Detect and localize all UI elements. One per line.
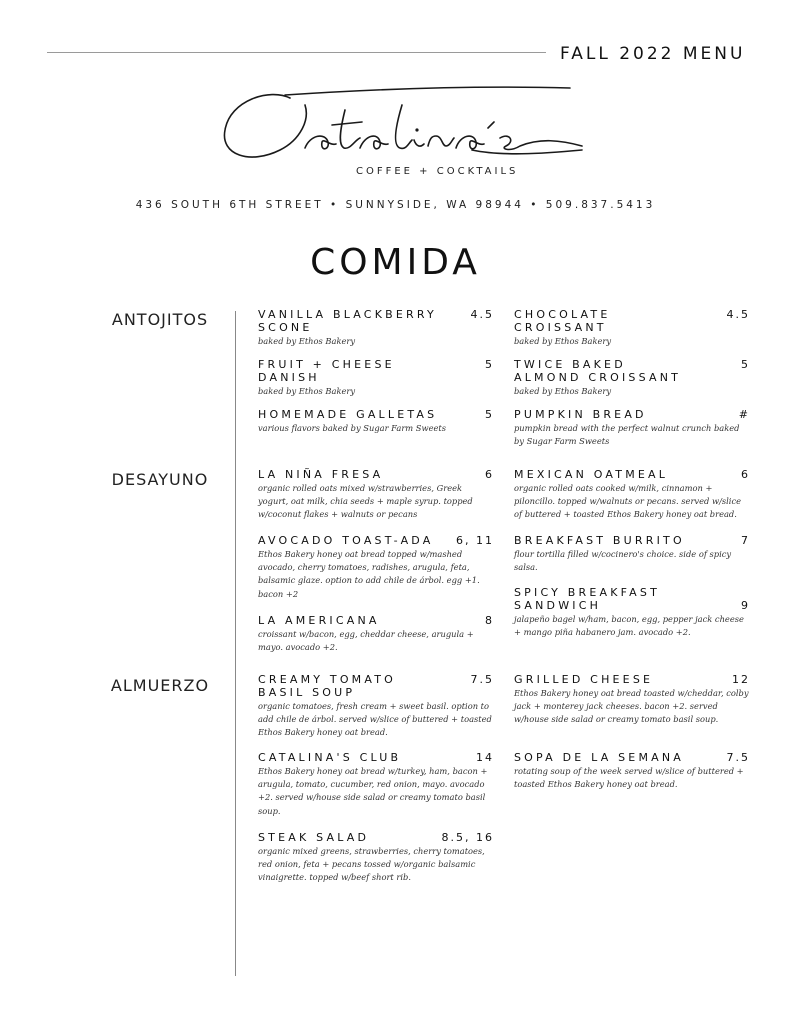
item-description: pumpkin bread with the perfect walnut crunch baked by Sugar Farm Sweets: [514, 423, 740, 447]
item-price: 6: [485, 468, 494, 481]
item-price: 8.5, 16: [441, 831, 494, 844]
menu-item: [514, 751, 750, 791]
item-name: HOMEMADE GALLETAS: [258, 408, 438, 421]
item-name: MEXICAN OATMEAL: [514, 468, 669, 481]
item-price: 6, 11: [456, 534, 494, 547]
item-description: Ethos Bakery honey oat bread toasted w/cheddar, colby jack + monterey jack cheeses. bacon +2. served w/house side salad or creamy tomato basil soup.: [514, 688, 749, 725]
address-line: 436 SOUTH 6TH STREET • SUNNYSIDE, WA 98944 • 509.837.5413: [135, 199, 656, 211]
item-description: baked by Ethos Bakery: [258, 386, 356, 396]
item-name: GRILLED CHEESE: [514, 673, 654, 686]
item-price: 6: [741, 468, 750, 481]
item-name: LA NIÑA FRESA: [258, 468, 384, 481]
catalinas-logo: [210, 80, 590, 180]
menu-item: [514, 308, 750, 348]
menu-item: [258, 308, 494, 348]
item-price: #: [738, 408, 750, 421]
item-price: 5: [741, 358, 750, 371]
item-name: STEAK SALAD: [258, 831, 370, 844]
menu-item: [258, 831, 494, 885]
item-description: Ethos Bakery honey oat bread w/turkey, ham, bacon + arugula, tomato, cucumber, red onion, mayo. avocado +2. served w/house side salad or creamy tomato basil soup.: [258, 766, 488, 816]
item-name: AVOCADO TOAST-ADA: [258, 534, 434, 547]
item-description: Ethos Bakery honey oat bread topped w/mashed avocado, cherry tomatoes, radishes, arugula, feta, balsamic glaze. option to add chile de árbol. egg +1. bacon +2: [258, 549, 480, 599]
item-description: rotating soup of the week served w/slice of buttered + toasted Ethos Bakery honey oat bread.: [514, 766, 744, 790]
item-name: SOPA DE LA SEMANA: [514, 751, 685, 764]
menu-item: [514, 534, 750, 574]
menu-item: [258, 408, 494, 435]
menu-item: [258, 468, 494, 522]
item-name: CHOCOLATE CROISSANT: [514, 308, 611, 334]
item-name: TWICE BAKED ALMOND CROISSANT: [514, 358, 682, 384]
item-price: 5: [485, 408, 494, 421]
item-name: SPICY BREAKFAST SANDWICH: [514, 586, 660, 612]
item-price: 4.5: [470, 308, 494, 321]
item-description: baked by Ethos Bakery: [514, 386, 612, 396]
item-description: croissant w/bacon, egg, cheddar cheese, arugula + mayo. avocado +2.: [258, 629, 474, 653]
menu-item: [514, 358, 750, 398]
header-rule: [47, 52, 546, 53]
item-price: 12: [732, 673, 750, 686]
item-price: 8: [485, 614, 494, 627]
item-description: various flavors baked by Sugar Farm Sweets: [258, 423, 446, 433]
section-label-desayuno: DESAYUNO: [111, 470, 209, 489]
logo-subtitle: COFFEE + COCKTAILS: [356, 166, 519, 177]
item-price: 9: [741, 599, 750, 612]
section-label-almuerzo: ALMUERZO: [110, 676, 210, 695]
item-name: CATALINA'S CLUB: [258, 751, 402, 764]
section-label-antojitos: ANTOJITOS: [111, 310, 209, 329]
menu-item: [514, 468, 750, 522]
menu-item: [258, 614, 494, 654]
item-name: VANILLA BLACKBERRY SCONE: [258, 308, 437, 334]
item-name: CREAMY TOMATO BASIL SOUP: [258, 673, 397, 699]
item-description: organic rolled oats cooked w/milk, cinnamon + piloncillo. topped w/walnuts or pecans. served w/slice of buttered + toasted Ethos Bakery honey oat bread.: [514, 483, 742, 520]
item-description: jalapeño bagel w/ham, bacon, egg, pepper jack cheese + mango piña habanero jam. avocado +2.: [514, 614, 744, 638]
item-price: 14: [476, 751, 494, 764]
item-price: 7: [741, 534, 750, 547]
menu-item: [514, 408, 750, 448]
item-price: 7.5: [470, 673, 494, 686]
menu-item: [258, 751, 494, 818]
item-price: 5: [485, 358, 494, 371]
item-name: FRUIT + CHEESE DANISH: [258, 358, 395, 384]
menu-item: [514, 586, 750, 639]
item-price: 4.5: [726, 308, 750, 321]
item-description: organic rolled oats mixed w/strawberries, Greek yogurt, oat milk, chia seeds + maple syrup. topped w/coconut flakes + walnuts or pecans: [258, 483, 473, 520]
item-description: organic mixed greens, strawberries, cherry tomatoes, red onion, feta + pecans tossed w/organic balsamic vinaigrette. topped w/beef short rib.: [258, 846, 485, 883]
item-description: organic tomatoes, fresh cream + sweet basil. option to add chile de árbol. served w/slice of buttered + toasted Ethos Bakery honey oat bread.: [258, 701, 492, 738]
item-price: 7.5: [726, 751, 750, 764]
item-description: baked by Ethos Bakery: [258, 336, 356, 346]
column-divider: [235, 311, 236, 976]
season-label: FALL 2022 MENU: [560, 44, 746, 64]
item-description: baked by Ethos Bakery: [514, 336, 612, 346]
menu-item: [514, 673, 750, 727]
page-title: COMIDA: [310, 242, 481, 283]
item-name: BREAKFAST BURRITO: [514, 534, 685, 547]
item-name: PUMPKIN BREAD: [514, 408, 647, 421]
menu-item: [258, 673, 494, 740]
item-name: LA AMERICANA: [258, 614, 380, 627]
menu-item: [258, 358, 494, 398]
item-description: flour tortilla filled w/cocinero's choice. side of spicy salsa.: [514, 549, 732, 573]
menu-item: [258, 534, 494, 601]
